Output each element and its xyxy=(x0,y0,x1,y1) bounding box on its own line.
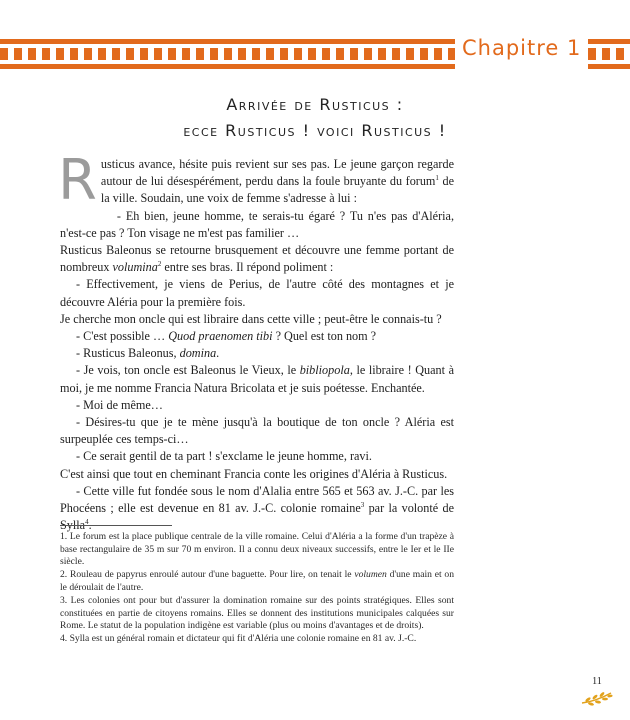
page-number: 11 xyxy=(592,676,602,687)
footnote-ref: 2 xyxy=(157,260,162,269)
paragraph: - Cette ville fut fondée sous le nom d'Alalia entre 565 et 563 av. J.-C. par les Phocéens ; elle est devenue en 81 av. J.-C. colonie romaine$^3$ par la volonté de Sylla$^4$. xyxy=(60,483,454,533)
footnote-ref: 1 xyxy=(435,174,439,183)
paragraph: C'est ainsi que tout en cheminant Francia conte les origines d'Aléria à Rusticus. xyxy=(60,466,448,481)
title-line-2: ecce Rusticus ! voici Rusticus ! xyxy=(183,121,447,140)
paragraph: Rusticus Baleonus se retourne brusquement et découvre une femme portant de nombreux volumina$^2$ entre ses bras. Il répond poliment : xyxy=(60,243,454,275)
title-line-1: Arrivée de Rusticus : xyxy=(226,95,404,114)
paragraph: Rusticus avance, hésite puis revient sur ses pas. Le jeune garçon regarde autour de lui désespérément, perdu dans la foule bruyante du forum$^1$ de la ville. Soudain, une voix de femme s'adresse à lui : xyxy=(58,148,454,213)
drop-cap: R xyxy=(58,148,97,213)
footnote: 4. Sylla est un général romain et dictateur qui fit d'Aléria une colonie romaine en 81 av. J.-C. xyxy=(60,633,417,645)
body-text xyxy=(58,148,454,534)
paragraph: - Eh bien, jeune homme, te serais-tu égaré ? Tu n'es pas d'Aléria, n'est-ce pas ? Ton visage ne m'est pas familier … xyxy=(60,208,454,240)
chapter-heading: Chapitre 1 xyxy=(462,36,582,60)
greek-key-band-left xyxy=(0,39,455,69)
footnote: 2. Rouleau de papyrus enroulé autour d'une baguette. Pour lire, on tenait le volumen d'une main et on le déroulait de l'autre. xyxy=(60,569,454,593)
paragraph: - Moi de même… xyxy=(76,397,163,412)
paragraph: - Je vois, ton oncle est Baleonus le Vieux, le bibliopola, le libraire ! Quant à moi, je me nomme Francia Natura Bricolata et je suis poétesse. Enchantée. xyxy=(60,363,454,395)
paragraph: - C'est possible … Quod praenomen tibi ? Quel est ton nom ? xyxy=(76,329,377,344)
laurel-icon xyxy=(580,690,614,706)
greek-key-band-right xyxy=(588,39,630,69)
footnote-ref: 3 xyxy=(360,501,365,509)
footnote: 1. Le forum est la place publique centrale de la ville romaine. Celui d'Aléria a la forme d'un trapèze à base rectangulaire de 35 m sur 70 m environ. Il a connu deux niveaux successifs, entre le Ier et le IIe siècle. xyxy=(60,531,454,568)
paragraph: - Effectivement, je viens de Perius, de l'autre côté des montagnes et je découvre Aléria pour la première fois. xyxy=(60,277,454,309)
paragraph: - Ce serait gentil de ta part ! s'exclame le jeune homme, ravi. xyxy=(76,449,372,464)
paragraph: - Désires-tu que je te mène jusqu'à la boutique de ton oncle ? Aléria est surpeuplée ces temps-ci… xyxy=(60,415,454,447)
page-title xyxy=(60,92,570,144)
paragraph: Je cherche mon oncle qui est libraire dans cette ville ; peut-être le connais-tu ? xyxy=(60,311,442,326)
paragraph: - Rusticus Baleonus, domina. xyxy=(76,346,220,361)
footnote: 3. Les colonies ont pour but d'assurer la domination romaine sur des points stratégiques. Elles sont constituées en partie de citoyens romains. Elles se donnent des institutions municipales calquées sur Rome. Le statut de la population indigène est variable (plus ou moins d'avantages et de droits). xyxy=(60,594,454,632)
footnote-ref: 4 xyxy=(85,518,89,527)
footnotes xyxy=(60,531,454,646)
footnote-divider xyxy=(60,525,172,526)
